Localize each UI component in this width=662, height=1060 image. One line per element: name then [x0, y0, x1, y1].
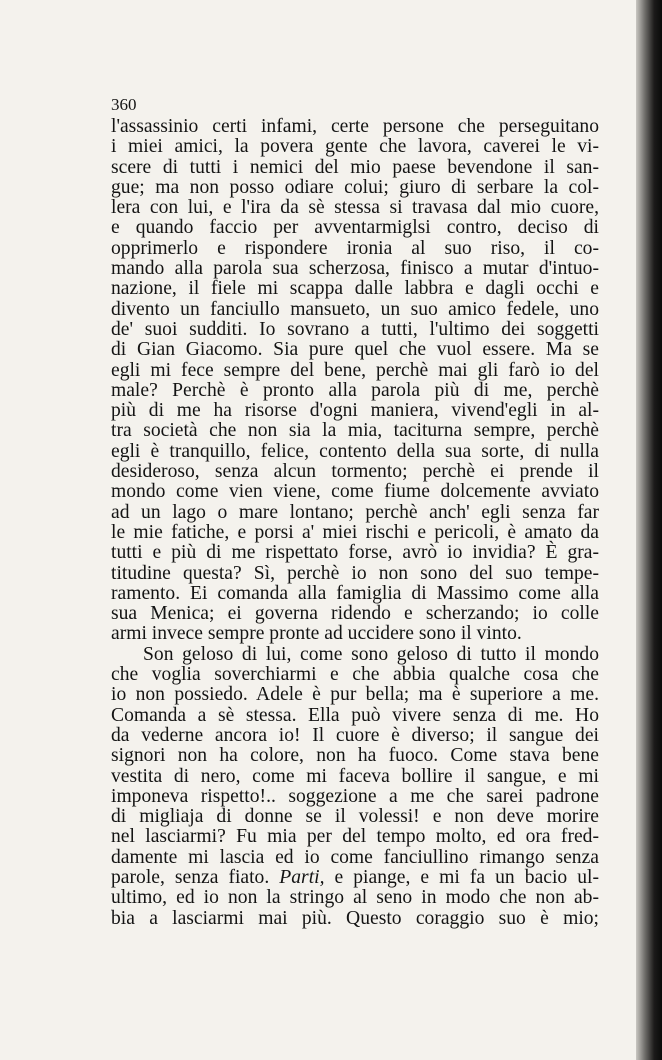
text-line: le mie fatiche, e porsi a' miei rischi e pericoli, è amato da [111, 521, 599, 543]
text-line: da vederne ancora io! Il cuore è diverso; il sangue dei [111, 724, 599, 746]
text-line: scere di tutti i nemici del mio paese bevendone il san- [111, 156, 599, 178]
text-line: ad un lago o mare lontano; perchè anch' egli senza far [111, 501, 599, 523]
italic-word: Parti, [279, 866, 325, 888]
text-line: di migliaja di donne se il volessi! e non deve morire [111, 806, 599, 828]
text-line: damente mi lascia ed io come fanciullino rimango senza [111, 846, 599, 868]
text-line: vestita di nero, come mi faceva bollire il sangue, e mi [111, 765, 599, 787]
text-line: mando alla parola sua scherzosa, finisco a mutar d'intuo- [111, 258, 599, 280]
text-line: tutti e più di me rispettato forse, avrò io invidia? È gra- [111, 542, 599, 564]
text-line: i miei amici, la povera gente che lavora, caverei le vi- [111, 136, 599, 158]
text-line: gue; ma non posso odiare colui; giuro di serbare la col- [111, 176, 599, 198]
text-line: egli è tranquillo, felice, contento della sua sorte, di nulla [111, 440, 599, 462]
text-line: titudine questa? Sì, perchè io non sono del suo tempe- [111, 562, 599, 584]
text-line: più di me ha risorse d'ogni maniera, vivend'egli in al- [111, 400, 599, 422]
text-line: nel lasciarmi? Fu mia per del tempo molto, ed ora fred- [111, 826, 599, 848]
paragraph-1 [111, 117, 599, 645]
text-line: sua Menica; ei governa ridendo e scherzando; io colle [111, 603, 599, 625]
book-spine-shadow [636, 0, 662, 1060]
text-line: io non possiedo. Adele è pur bella; ma è superiore a me. [111, 684, 599, 706]
text-line: egli mi fece sempre del bene, perchè mai gli farò io del [111, 359, 599, 381]
text-line: mondo come vien viene, come fiume dolcemente avviato [111, 481, 599, 503]
text-run: parole, senza fiato. [111, 866, 280, 888]
text-line: ramento. Ei comanda alla famiglia di Massimo come alla [111, 582, 599, 604]
page-number: 360 [111, 95, 137, 114]
text-line: l'assassinio certi infami, certe persone che perseguitano [111, 116, 599, 137]
text-line: tra società che non sia la mia, taciturna sempre, perchè [111, 420, 599, 442]
text-line: nazione, il fiele mi scappa dalle labbra e dagli occhi e [111, 278, 599, 300]
text-line: male? Perchè è pronto alla parola più di me, perchè [111, 379, 599, 401]
text-line: de' suoi sudditi. Io sovrano a tutti, l'ultimo dei soggetti [111, 318, 599, 340]
page-text-block [111, 96, 599, 929]
text-line: imponeva rispetto!.. soggezione a me che sarei padrone [111, 785, 599, 807]
text-run: e piange, e mi fa un bacio ul- [324, 866, 600, 888]
paragraph-2 [111, 645, 599, 929]
text-line: opprimerlo e rispondere ironia al suo riso, il co- [111, 237, 599, 259]
text-line: bia a lasciarmi mai più. Questo coraggio suo è mio; [111, 907, 599, 929]
text-line: di Gian Giacomo. Sia pure quel che vuol essere. Ma se [111, 339, 599, 361]
text-line: e quando faccio per avventarmiglsi contro, deciso di [111, 217, 599, 239]
text-line: divento un fanciullo mansueto, un suo amico fedele, uno [111, 298, 599, 320]
text-line: Son geloso di lui, come sono geloso di tutto il mondo [143, 643, 599, 665]
text-line: ultimo, ed io non la stringo al seno in modo che non ab- [111, 887, 599, 909]
text-line: lera con lui, e l'ira da sè stessa si travasa dal mio cuore, [111, 197, 599, 219]
text-line: che voglia soverchiarmi e che abbia qualche cosa che [111, 664, 599, 686]
text-line: signori non ha colore, non ha fuoco. Come stava bene [111, 745, 599, 767]
text-line: Comanda a sè stessa. Ella può vivere senza di me. Ho [111, 704, 599, 726]
text-line: armi invece sempre pronte ad uccidere sono il vinto. [111, 623, 522, 645]
text-line: desideroso, senza alcun tormento; perchè ei prende il [111, 461, 599, 483]
text-line-emphasis [111, 868, 599, 888]
